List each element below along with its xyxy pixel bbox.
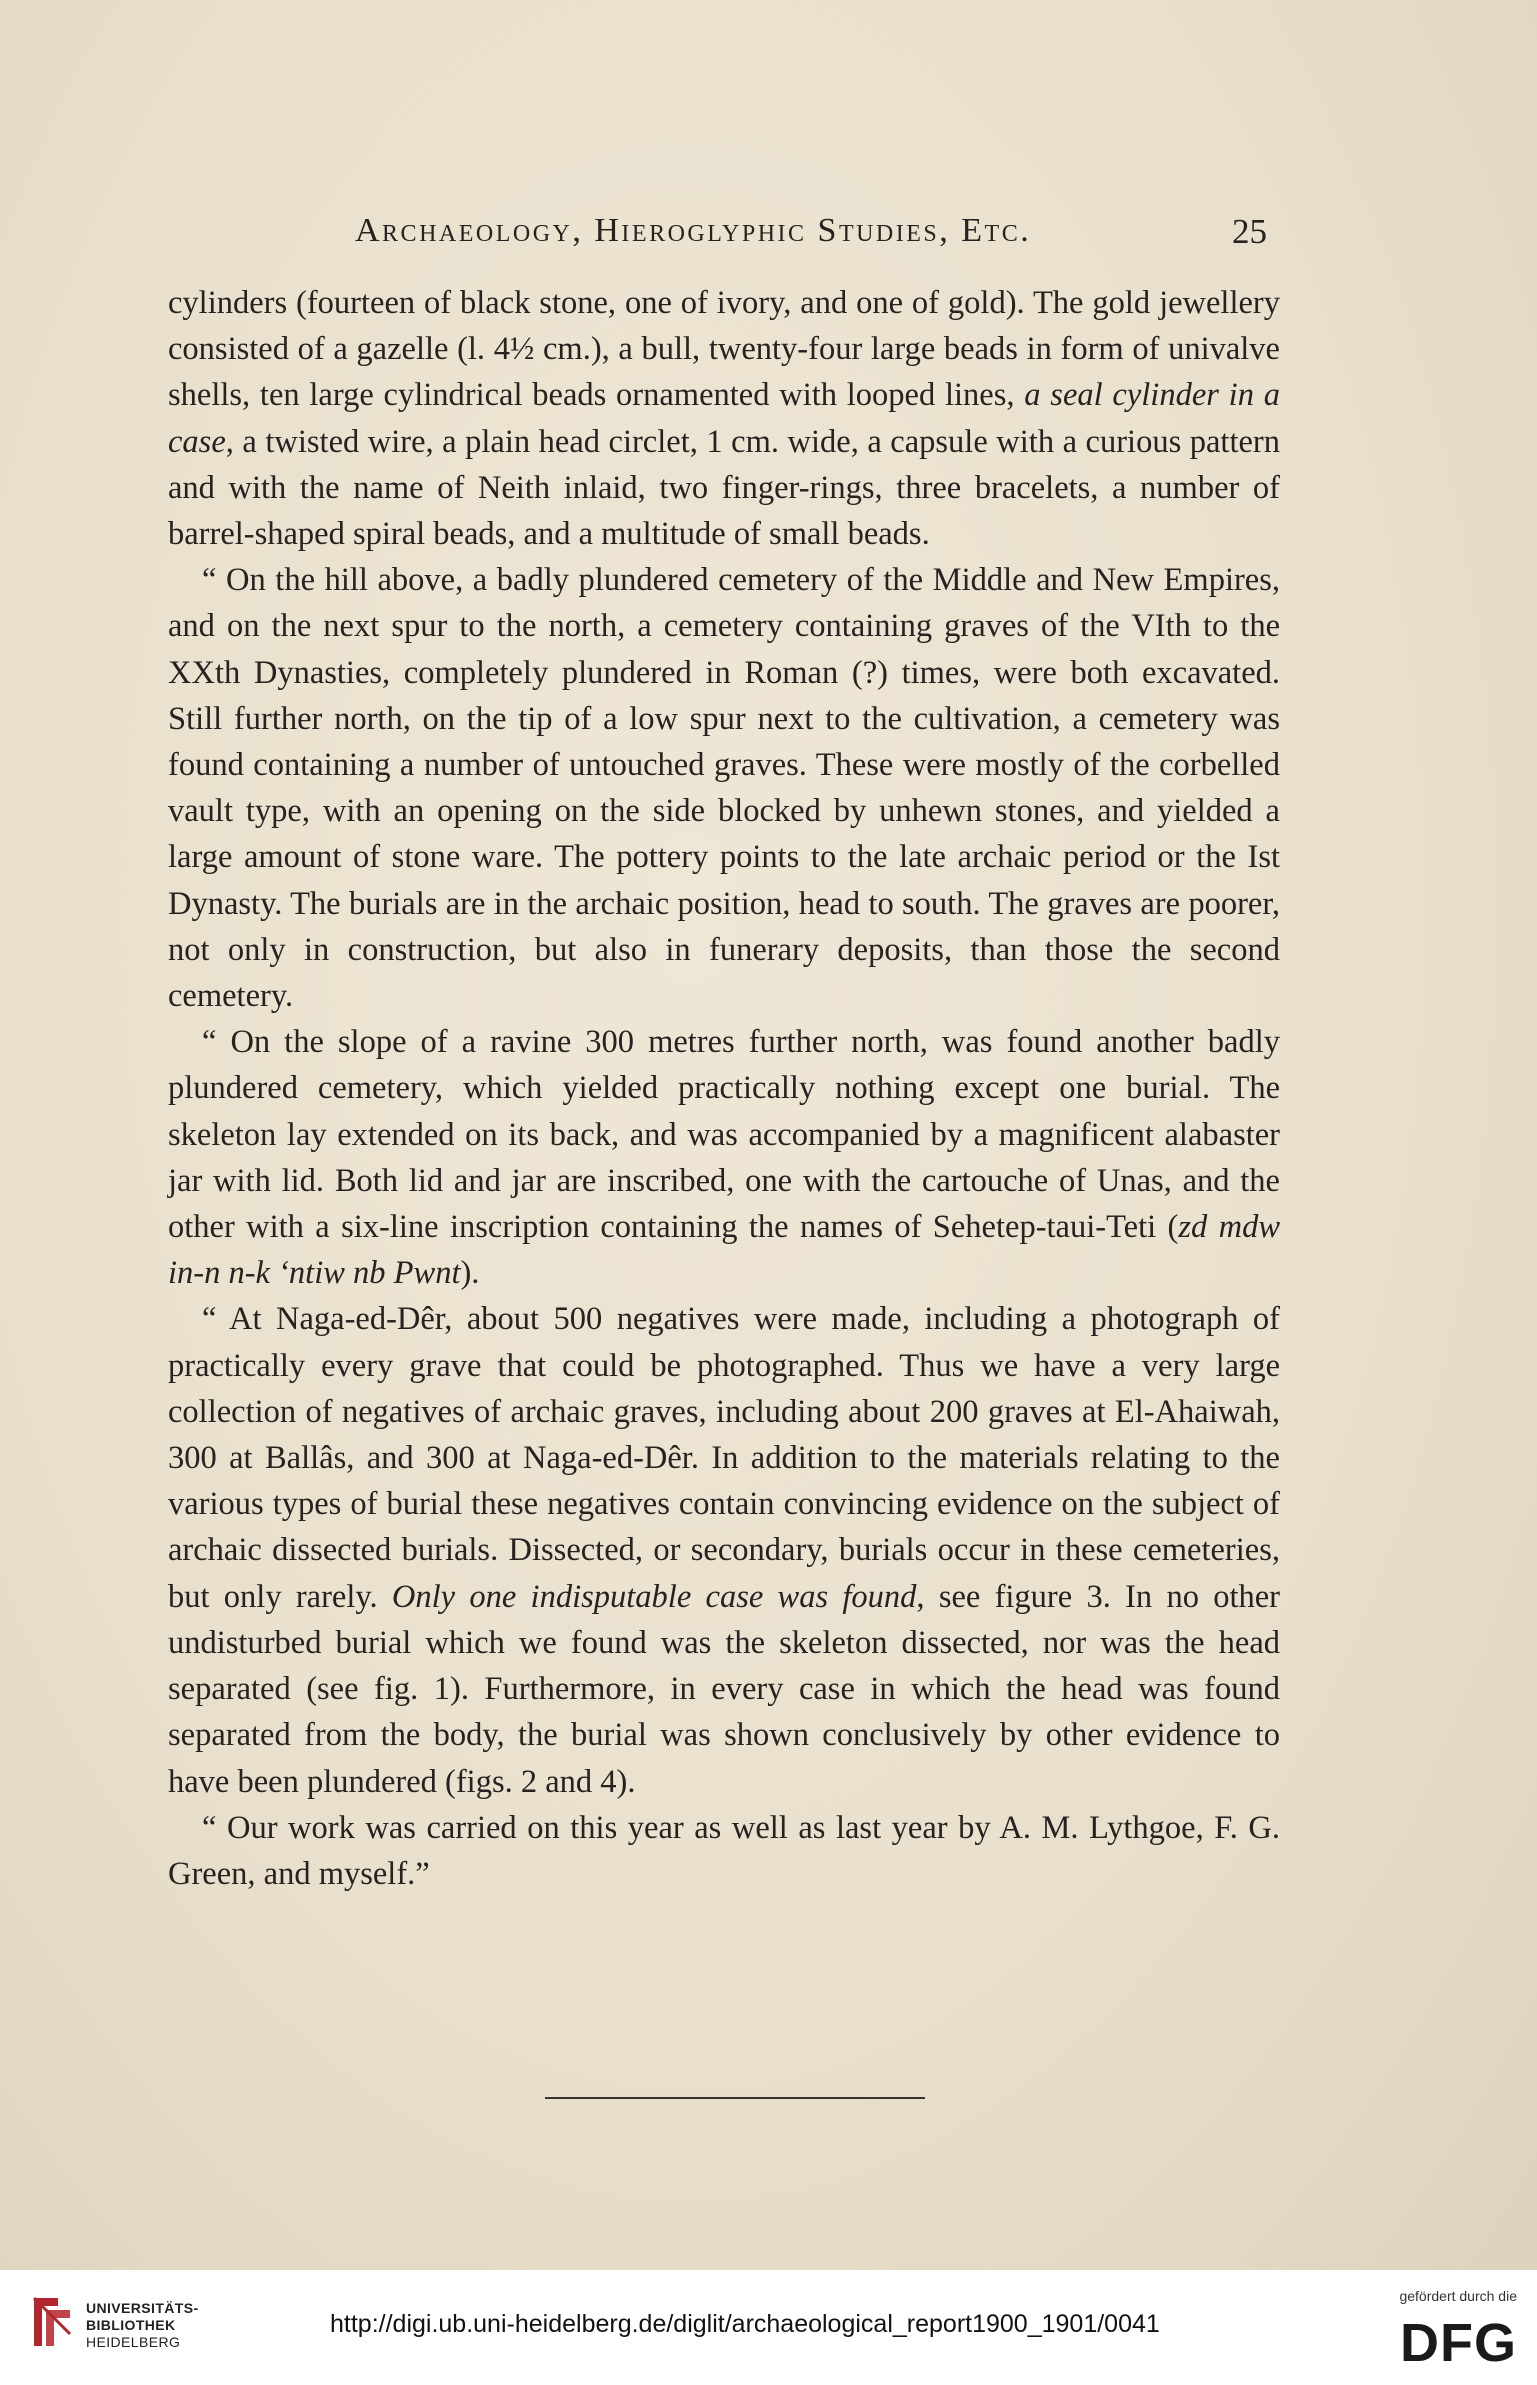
permalink-url[interactable]: http://digi.ub.uni-heidelberg.de/diglit/archaeological_report1900_1901/0041 (330, 2310, 1160, 2338)
text-run: cylinders (fourteen of black stone, one of ivory, and one of gold). The gold jewellery consisted of a gazelle (l. 4½ cm.), a bull, twenty-four large beads in form of univalve shells, ten large cylindrical beads ornamented with looped lines, (168, 285, 1280, 414)
text-run: “ At Naga-ed-Dêr, about 500 negatives were made, including a photograph of practically every grave that could be photographed. Thus we have a very large collection of negatives of archaic graves, including about 200 graves at El-Ahaiwah, 300 at Ballâs, and 300 at Naga-ed-Dêr. In addition to the materials relating to the various types of burial these negatives contain convincing evidence on the subject of archaic dissected burials. Dissected, or secondary, burials occur in these cemeteries, but only rarely. (168, 1301, 1280, 1615)
footer-bar (0, 2270, 1537, 2385)
library-name-line2: BIBLIOTHEK (86, 2317, 176, 2333)
text-run: “ On the slope of a ravine 300 metres further north, was found another badly plundered cemetery, which yielded practically nothing except one burial. The skeleton lay extended on its back, and was accompanied by a magnificent alabaster jar with lid. Both lid and jar are inscribed, one with the cartouche of Unas, and the other with a six-line inscription containing the names of Sehetep-taui-Teti ( (168, 1024, 1280, 1246)
text-run: , see figure 3. In no other undisturbed burial which we found was the skeleton dissected, nor was the head separated (see fig. 1). Furthermore, in every case in which the head was found separated from the body, the burial was shown conclusively by other evidence to have been plundered (figs. 2 and 4). (168, 1578, 1280, 1800)
library-logo[interactable] (28, 2292, 199, 2364)
library-mark-icon (28, 2292, 76, 2352)
funder-label: gefördert durch die (1399, 2288, 1517, 2304)
funder-logo[interactable] (1372, 2288, 1517, 2378)
dfg-logo: DFG (1400, 2313, 1517, 2373)
text-run: “ On the hill above, a badly plundered cemetery of the Middle and New Empires, and on the next spur to the north, a cemetery containing graves of the VIth to the XXth Dynasties, completely plundered in Roman (?) times, were both excavated. Still further north, on the tip of a low spur next to the cultivation, a cemetery was found containing a number of untouched graves. These were mostly of the corbelled vault type, with an opening on the side blocked by unhewn stones, and yielded a large amount of stone ware. The pottery points to the late archaic period or the Ist Dynasty. The burials are in the archaic position, head to south. The graves are poorer, not only in construction, but also in funerary deposits, than those the second cemetery. (168, 562, 1280, 1015)
italic-phrase: a seal cylinder in a case (168, 377, 1280, 460)
paragraph (168, 557, 1280, 1019)
running-title: Archaeology, Hieroglyphic Studies, Etc. (355, 212, 1032, 249)
paragraph (168, 1805, 1280, 1897)
library-name-line1: UNIVERSITÄTS- (86, 2300, 199, 2316)
italic-phrase: Only one indisputable case was found (391, 1578, 917, 1615)
body-text (168, 280, 1280, 1897)
text-run: “ Our work was carried on this year as well as last year by A. M. Lythgoe, F. G. Green, and myself.” (168, 1809, 1280, 1892)
running-head (355, 212, 1275, 262)
text-run: ). (460, 1255, 480, 1292)
library-name-line3: HEIDELBERG (86, 2334, 181, 2350)
paragraph (168, 1019, 1280, 1296)
paragraph (168, 1296, 1280, 1804)
text-run: , a twisted wire, a plain head circlet, 1 cm. wide, a capsule with a curious pattern and with the name of Neith inlaid, two finger-rings, three bracelets, a number of barrel-shaped spiral beads, and a multitude of small beads. (168, 423, 1280, 553)
italic-phrase: zd mdw in-n n-k ‘ntiw nb Pwnt (168, 1209, 1281, 1292)
closing-rule (545, 2097, 925, 2099)
paragraph (168, 280, 1280, 557)
page-number: 25 (1232, 212, 1267, 251)
